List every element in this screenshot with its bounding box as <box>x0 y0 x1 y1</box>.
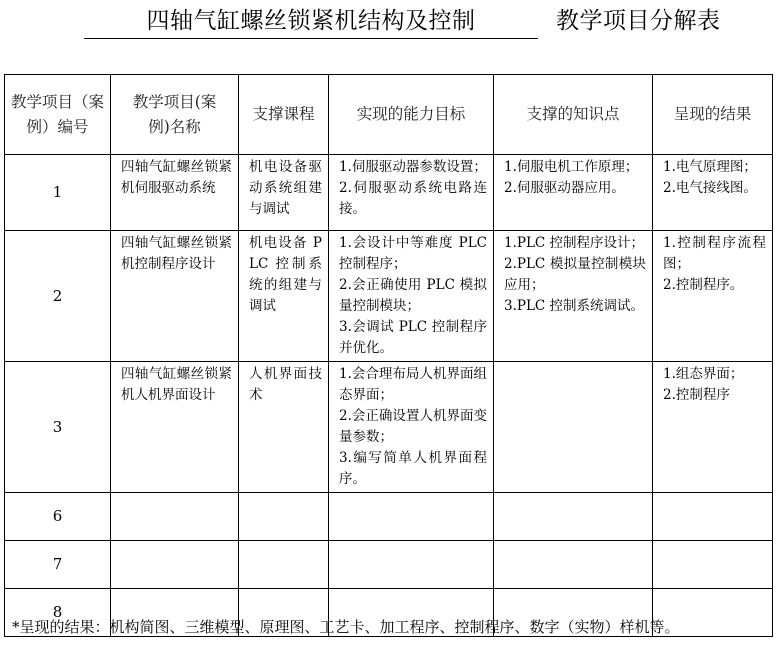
abilities-cell-item: 3.会调试 PLC 控制程序并优化。 <box>339 319 487 356</box>
project-id: 6 <box>52 507 63 525</box>
header-course-text: 支撑课程 <box>252 105 315 123</box>
results-cell-item: 1.组态界面； <box>663 366 744 382</box>
results-cell-list <box>653 155 772 201</box>
header-results-text: 呈现的结果 <box>673 105 752 123</box>
abilities-cell-item: 1.会设计中等难度 PLC 控制程序； <box>339 235 487 272</box>
course-cell-text: 机电设备 PLC 控制系统的组建与调试 <box>249 235 322 314</box>
results-cell <box>653 231 773 362</box>
header-course <box>239 75 329 155</box>
knowledge-cell <box>494 362 653 493</box>
course-cell <box>239 493 329 541</box>
course-cell <box>239 362 329 493</box>
results-cell <box>653 155 773 231</box>
knowledge-cell-list <box>494 155 652 201</box>
project-name-cell <box>111 541 239 589</box>
results-cell-item: 2.控制程序 <box>663 387 730 403</box>
abilities-cell-item: 2.伺服驱动系统电路连接。 <box>339 180 487 217</box>
project-name-cell-text: 四轴气缸螺丝锁紧机伺服驱动系统 <box>121 159 232 196</box>
knowledge-cell-list <box>494 493 652 497</box>
results-cell-item: 1.控制程序流程图； <box>663 235 766 272</box>
abilities-cell-item: 1.伺服驱动器参数设置； <box>339 159 487 175</box>
document-title-suffix: 教学项目分解表 <box>556 8 721 34</box>
knowledge-cell-list <box>494 541 652 545</box>
abilities-cell <box>329 541 494 589</box>
project-name-cell <box>111 155 239 231</box>
table-row <box>5 541 773 589</box>
table-row <box>5 493 773 541</box>
abilities-cell-list <box>329 362 493 492</box>
abilities-cell <box>329 231 494 362</box>
knowledge-cell-list <box>494 362 652 366</box>
project-name-cell <box>111 231 239 362</box>
abilities-cell-item: 3.编写简单人机界面程序。 <box>339 450 487 487</box>
header-results <box>653 75 773 155</box>
abilities-cell-item: 1.会合理布局人机界面组态界面； <box>339 366 487 403</box>
results-cell-list <box>653 589 772 593</box>
results-cell <box>653 493 773 541</box>
header-abilities <box>329 75 494 155</box>
header-project-name <box>111 75 239 155</box>
results-cell <box>653 541 773 589</box>
knowledge-cell-item: 2.伺服驱动器应用。 <box>504 180 625 196</box>
project-name-cell-text: 四轴气缸螺丝锁紧机人机界面设计 <box>121 366 232 403</box>
knowledge-cell-item: 3.PLC 控制系统调试。 <box>504 298 645 314</box>
abilities-cell <box>329 362 494 493</box>
results-cell-item: 1.电气原理图； <box>663 159 757 175</box>
table-row <box>5 155 773 231</box>
header-knowledge <box>494 75 653 155</box>
knowledge-cell-list <box>494 231 652 319</box>
knowledge-cell-list <box>494 589 652 593</box>
knowledge-cell <box>494 541 653 589</box>
abilities-cell-list <box>329 493 493 497</box>
abilities-cell-item: 2.会正确使用 PLC 模拟量控制模块； <box>339 277 487 314</box>
results-cell-list <box>653 541 772 545</box>
course-cell <box>239 541 329 589</box>
project-id: 3 <box>52 417 63 436</box>
project-id-cell <box>5 155 111 231</box>
header-abilities-text: 实现的能力目标 <box>356 105 466 123</box>
project-id: 7 <box>52 555 63 573</box>
project-name-cell <box>111 493 239 541</box>
results-cell-item: 2.电气接线图。 <box>663 180 757 196</box>
header-project-name-text: 教学项目(案例)名称 <box>132 92 217 136</box>
project-name-cell-text: 四轴气缸螺丝锁紧机控制程序设计 <box>121 235 232 272</box>
header-knowledge-text: 支撑的知识点 <box>526 105 620 123</box>
results-cell-list <box>653 231 772 298</box>
abilities-cell-list <box>329 155 493 222</box>
abilities-cell <box>329 155 494 231</box>
abilities-cell <box>329 493 494 541</box>
document-title-row <box>0 0 776 48</box>
table-header <box>5 75 773 155</box>
header-row <box>5 75 773 155</box>
project-id: 8 <box>52 603 63 621</box>
project-id-cell <box>5 493 111 541</box>
abilities-cell-item: 2.会正确设置人机界面变量参数； <box>339 408 487 445</box>
knowledge-cell <box>494 493 653 541</box>
knowledge-cell-item: 1.伺服电机工作原理； <box>504 159 639 175</box>
project-breakdown-table <box>4 74 773 637</box>
project-id-cell <box>5 231 111 362</box>
knowledge-cell <box>494 155 653 231</box>
project-id: 2 <box>52 286 63 305</box>
footnote: *呈现的结果：机构简图、三维模型、原理图、工艺卡、加工程序、控制程序、数字（实物）样机等。 <box>12 618 680 636</box>
table-body <box>5 155 773 637</box>
knowledge-cell-item: 1.PLC 控制程序设计； <box>504 235 645 251</box>
course-cell-text: 机电设备驱动系统组建与调试 <box>249 159 322 217</box>
document-title: 四轴气缸螺丝锁紧机结构及控制 <box>84 6 538 39</box>
results-cell-item: 2.控制程序。 <box>663 277 744 293</box>
abilities-cell-list <box>329 231 493 361</box>
project-id: 1 <box>52 183 63 201</box>
knowledge-cell-item: 2.PLC 模拟量控制模块应用； <box>504 256 646 293</box>
knowledge-cell <box>494 231 653 362</box>
abilities-cell-list <box>329 589 493 593</box>
results-cell-list <box>653 493 772 497</box>
table-row <box>5 231 773 362</box>
results-cell <box>653 362 773 493</box>
table-row <box>5 362 773 493</box>
results-cell-list <box>653 362 772 408</box>
project-id-cell <box>5 541 111 589</box>
header-project-id <box>5 75 111 155</box>
course-cell-text: 人机界面技术 <box>249 366 322 403</box>
project-id-cell <box>5 362 111 493</box>
abilities-cell-list <box>329 541 493 545</box>
course-cell <box>239 155 329 231</box>
project-name-cell <box>111 362 239 493</box>
course-cell <box>239 231 329 362</box>
header-project-id-text: 教学项目（案例）编号 <box>11 92 105 136</box>
